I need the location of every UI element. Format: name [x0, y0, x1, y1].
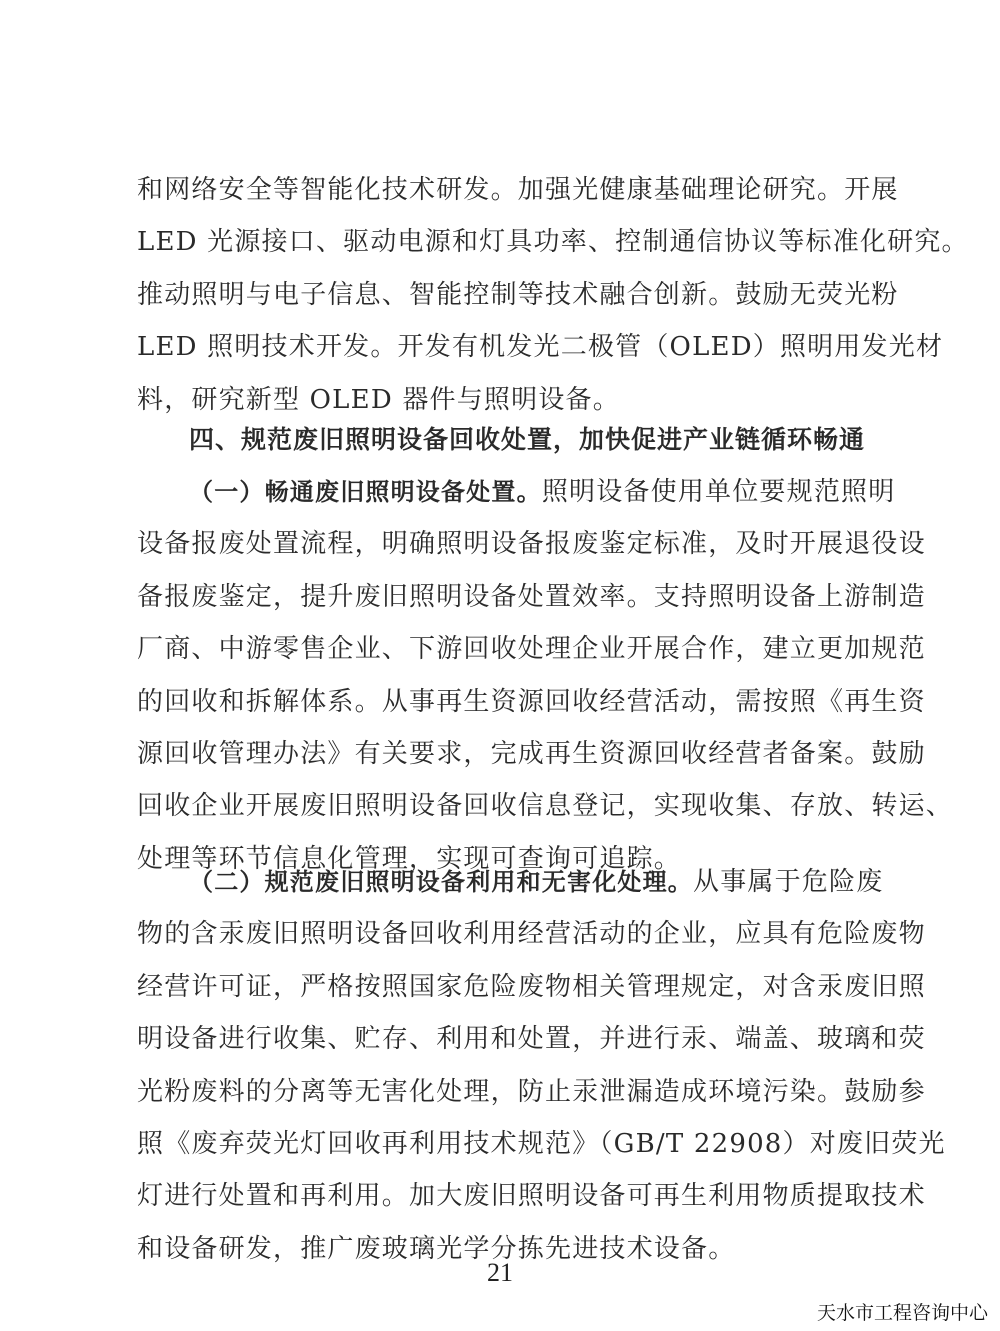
- subsection-1: [137, 466, 954, 885]
- text-line: 厂商、中游零售企业、下游回收处理企业开展合作，建立更加规范: [137, 634, 926, 665]
- subsection-heading: （一）畅通废旧照明设备处置。: [189, 478, 542, 506]
- subsection-text: 从事属于危险废: [693, 867, 884, 897]
- text-line: 设备报废处置流程，明确照明设备报废鉴定标准，及时开展退役设: [137, 529, 926, 560]
- text-line: 推动照明与电子信息、智能控制等技术融合创新。鼓励无荧光粉: [137, 279, 899, 310]
- text-line: 明设备进行收集、贮存、利用和处置，并进行汞、端盖、玻璃和荧: [137, 1024, 926, 1055]
- text-line: 备报废鉴定，提升废旧照明设备处置效率。支持照明设备上游制造: [137, 581, 926, 612]
- text-line: LED 照明技术开发。开发有机发光二极管（OLED）照明用发光材: [137, 332, 944, 363]
- text-line: 和网络安全等智能化技术研发。加强光健康基础理论研究。开展: [137, 175, 899, 205]
- text-line: 处理等环节信息化管理，实现可查询可追踪。: [137, 843, 682, 874]
- subsection-first-line: [137, 856, 884, 908]
- section-heading-block: [137, 414, 867, 466]
- text-line: 经营许可证，严格按照国家危险废物相关管理规定，对含汞废旧照: [137, 971, 926, 1002]
- text-line: 源回收管理办法》有关要求，完成再生资源回收经营者备案。鼓励: [137, 738, 926, 769]
- page-number: 21: [487, 1258, 513, 1287]
- subsection-text: 照明设备使用单位要规范照明: [541, 477, 896, 507]
- text-line: 物的含汞废旧照明设备回收利用经营活动的企业，应具有危险废物: [137, 919, 926, 950]
- source-watermark: 天水市工程咨询中心: [817, 1298, 988, 1325]
- section-heading: 四、规范废旧照明设备回收处置，加快促进产业链循环畅通: [189, 425, 866, 454]
- subsection-heading: （二）规范废旧照明设备利用和无害化处理。: [189, 868, 693, 896]
- text-line: 光粉废料的分离等无害化处理，防止汞泄漏造成环境污染。鼓励参: [137, 1076, 926, 1107]
- text-line: 灯进行处置和再利用。加大废旧照明设备可再生利用物质提取技术: [137, 1181, 926, 1212]
- paragraph-continued: [137, 164, 969, 426]
- text-line: 回收企业开展废旧照明设备回收信息登记，实现收集、存放、转运、: [137, 791, 954, 822]
- text-line: LED 光源接口、驱动电源和灯具功率、控制通信协议等标准化研究。: [137, 227, 969, 258]
- text-line: 和设备研发，推广废玻璃光学分拣先进技术设备。: [137, 1233, 736, 1264]
- text-line: 的回收和拆解体系。从事再生资源回收经营活动，需按照《再生资: [137, 686, 926, 717]
- text-line: 照《废弃荧光灯回收再利用技术规范》（GB/T 22908）对废旧荧光: [137, 1128, 946, 1159]
- subsection-first-line: [137, 466, 896, 518]
- text-line: 料，研究新型 OLED 器件与照明设备。: [137, 384, 620, 415]
- subsection-2: [137, 856, 946, 1275]
